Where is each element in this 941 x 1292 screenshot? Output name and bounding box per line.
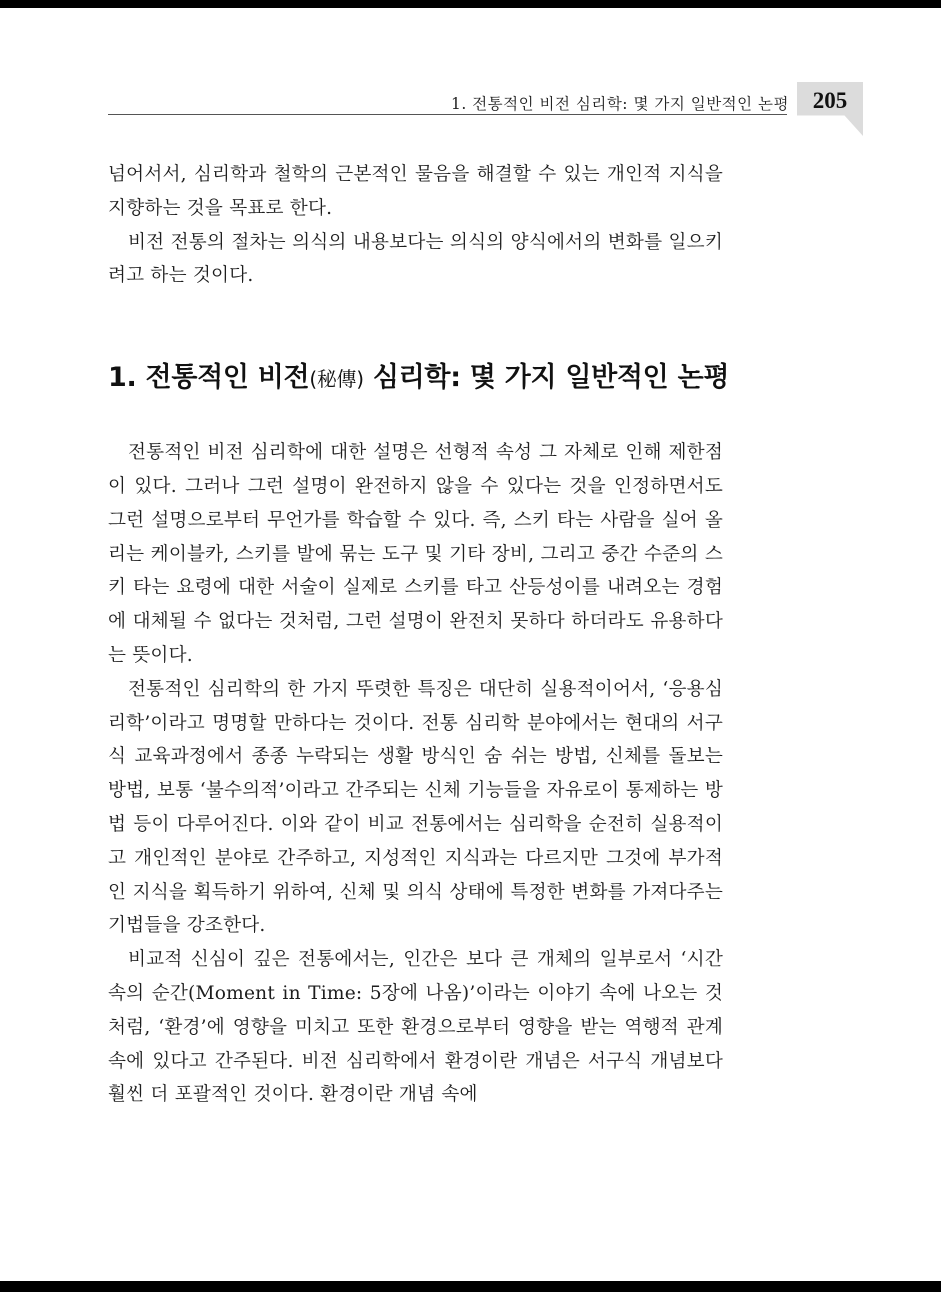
heading-spacer xyxy=(108,399,723,436)
header-rule xyxy=(108,114,787,115)
section-heading xyxy=(108,358,730,399)
page-body xyxy=(108,158,730,1112)
body-paragraph-3: 비교적 신심이 깊은 전통에서는, 인간은 보다 큰 개체의 일부로서 ‘시간 속의 순간(Moment in Time: 5장에 나옴)’이라는 이야기 속에 나오는 것처럼, ‘환경’에 영향을 미치고 또한 환경으로부터 영향을 받는 역행적 관계 속에 있다고 간주된다. 비전 심리학에서 환경이란 개념은 서구식 개념보다 훨씬 더 포괄적인 것이다. 환경이란 개념 속에 xyxy=(108,949,723,1106)
section-heading-rest: 심리학: 몇 가지 일반적인 논평 xyxy=(363,362,730,394)
top-border xyxy=(0,0,941,8)
running-header: 1. 전통적인 비전 심리학: 몇 가지 일반적인 논평 xyxy=(450,95,789,113)
intro-paragraph-1: 넘어서서, 심리학과 철학의 근본적인 물음을 해결할 수 있는 개인적 지식을 지향하는 것을 목표로 한다. xyxy=(108,164,723,219)
section-heading-hanja: (秘傳) xyxy=(309,367,364,392)
section-spacer xyxy=(108,293,723,358)
page-number: 205 xyxy=(812,88,848,113)
bottom-border xyxy=(0,1281,941,1292)
intro-paragraph-2: 비전 전통의 절차는 의식의 내용보다는 의식의 양식에서의 변화를 일으키려고 하는 것이다. xyxy=(108,231,723,287)
section-heading-main: 1. 전통적인 비전 xyxy=(108,362,310,394)
body-paragraph-2: 전통적인 심리학의 한 가지 뚜렷한 특징은 대단히 실용적이어서, ‘응용심리학’이라고 명명할 만하다는 것이다. 전통 심리학 분야에서는 현대의 서구식 교육과정에서 종종 누락되는 생활 방식인 숨 쉬는 방법, 신체를 돌보는 방법, 보통 ‘불수의적’이라고 간주되는 신체 기능들을 자유로이 통제하는 방법 등이 다루어진다. 이와 같이 비교 전통에서는 심리학을 순전히 실용적이고 개인적인 분야로 간주하고, 지성적인 지식과는 다르지만 그것에 부가적인 지식을 획득하기 위하여, 신체 및 의식 상태에 특정한 변화를 가져다주는 기법들을 강조한다. xyxy=(108,678,723,937)
body-paragraph-1: 전통적인 비전 심리학에 대한 설명은 선형적 속성 그 자체로 인해 제한점이 있다. 그러나 그런 설명이 완전하지 않을 수 있다는 것을 인정하면서도 그런 설명으로부터 무언가를 학습할 수 있다. 즉, 스키 타는 사람을 실어 올리는 케이블카, 스키를 발에 묶는 도구 및 기타 장비, 그리고 중간 수준의 스키 타는 요령에 대한 서술이 실제로 스키를 타고 산등성이를 내려오는 경험에 대체될 수 없다는 것처럼, 그런 설명이 완전치 못하다 하더라도 유용하다는 뜻이다. xyxy=(108,442,723,666)
